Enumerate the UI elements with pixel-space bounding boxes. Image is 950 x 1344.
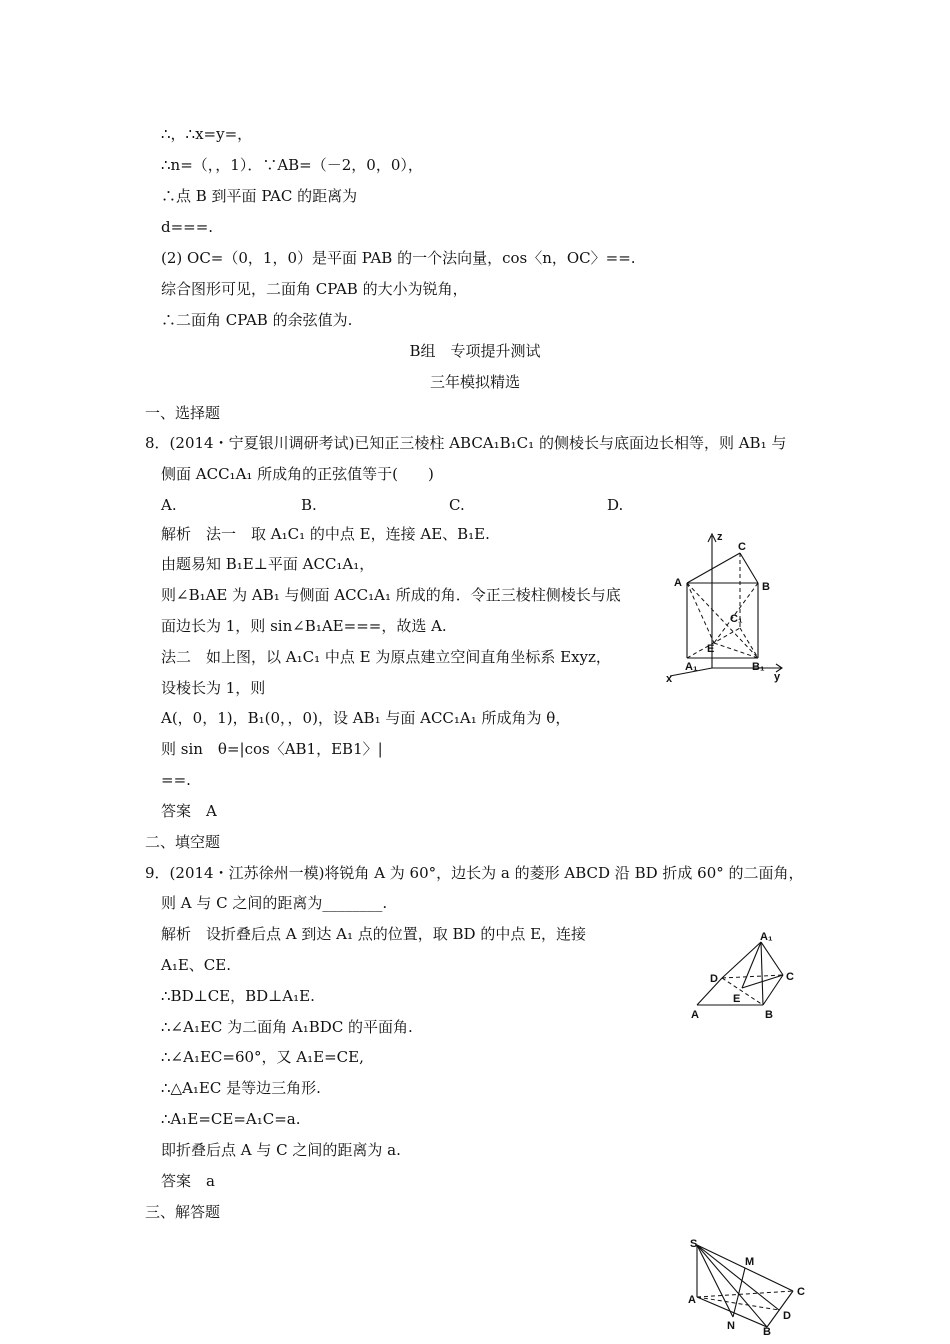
solution-line: 解析 设折叠后点 A 到达 A₁ 点的位置，取 BD 的中点 E，连接: [161, 925, 587, 943]
vertex-label: C₁: [730, 613, 743, 625]
question-text: 则 A 与 C 之间的距离为________.: [161, 894, 388, 912]
vertex-label: E: [733, 993, 741, 1005]
rhombus-figure: [685, 930, 805, 1025]
section-subheading: 三年模拟精选: [429, 373, 520, 391]
solution-line: ==.: [161, 771, 191, 789]
text-line: ∴二面角 CPAB 的余弦值为.: [161, 311, 353, 329]
vertex-label: B: [762, 581, 770, 593]
vertex-label: B₁: [752, 661, 765, 673]
axis-label-x: x: [666, 673, 673, 685]
pyramid-figure: [685, 1235, 815, 1338]
solution-line: 法二 如上图，以 A₁C₁ 中点 E 为原点建立空间直角坐标系 Exyz，: [161, 648, 611, 666]
solution-line: 设棱长为 1，则: [161, 679, 266, 697]
text-line: 综合图形可见，二面角 CPAB 的大小为锐角，: [161, 280, 468, 298]
question-text: 侧面 ACC₁A₁ 所成角的正弦值等于( ): [161, 465, 434, 483]
vertex-label: C: [738, 541, 746, 553]
section-title: 二、填空题: [145, 833, 221, 851]
vertex-label: A: [674, 577, 682, 589]
vertex-label: B: [763, 1326, 771, 1338]
axis-label-z: z: [717, 531, 723, 543]
answer-line: 答案 A: [161, 802, 217, 820]
vertex-label: A₁: [760, 931, 773, 943]
prism-figure: [660, 528, 790, 683]
option-b: B.: [301, 496, 317, 514]
solution-line: ∴△A₁EC 是等边三角形.: [161, 1079, 321, 1097]
option-c: C.: [449, 496, 465, 514]
vertex-label: D: [783, 1310, 791, 1322]
vertex-label: N: [727, 1320, 735, 1332]
solution-line: 面边长为 1，则 sin∠B₁AE===，故选 A.: [161, 617, 447, 635]
vertex-label: A: [691, 1009, 699, 1021]
solution-line: A₁E、CE.: [161, 956, 231, 974]
solution-line: 则∠B₁AE 为 AB₁ 与侧面 ACC₁A₁ 所成的角．令正三棱柱侧棱长与底: [161, 586, 621, 604]
answer-line: 答案 a: [161, 1172, 215, 1190]
question-text: 9．(2014・江苏徐州一模)将锐角 A 为 60°，边长为 a 的菱形 ABCD 沿 BD 折成 60° 的二面角，: [145, 864, 804, 882]
text-line: d===.: [161, 218, 214, 236]
section-heading: B组 专项提升测试: [409, 342, 541, 360]
vertex-label: D: [710, 973, 718, 985]
solution-line: ∴BD⊥CE，BD⊥A₁E.: [161, 987, 315, 1005]
solution-line: 由题易知 B₁E⊥平面 ACC₁A₁，: [161, 555, 375, 573]
vertex-label: A: [688, 1294, 696, 1306]
vertex-label: A₁: [685, 661, 698, 673]
text-line: ∴点 B 到平面 PAC 的距离为: [161, 187, 358, 205]
solution-line: A(，0，1)，B₁(0，，0)，设 AB₁ 与面 ACC₁A₁ 所成角为 θ，: [161, 709, 571, 727]
solution-line: 即折叠后点 A 与 C 之间的距离为 a.: [161, 1141, 401, 1159]
text-line: ∴，∴x=y=，: [161, 125, 253, 143]
vertex-label: C: [786, 971, 794, 983]
vertex-label: B: [765, 1009, 773, 1021]
section-title: 三、解答题: [145, 1203, 221, 1221]
vertex-label: C: [797, 1286, 805, 1298]
vertex-label: M: [745, 1256, 755, 1268]
solution-line: ∴A₁E=CE=A₁C=a.: [161, 1110, 301, 1128]
text-line: (2) OC=（0，1，0）是平面 PAB 的一个法向量，cos〈n，OC〉==.: [161, 249, 636, 267]
option-d: D.: [607, 496, 624, 514]
solution-line: ∴∠A₁EC=60°，又 A₁E=CE,: [161, 1048, 364, 1066]
axis-label-y: y: [774, 671, 781, 683]
question-text: 8．(2014・宁夏银川调研考试)已知正三棱柱 ABCA₁B₁C₁ 的侧棱长与底面边长相等，则 AB₁ 与: [145, 434, 787, 452]
section-title: 一、选择题: [145, 404, 221, 422]
option-a: A.: [161, 496, 177, 514]
vertex-label: S: [690, 1238, 698, 1250]
solution-line: ∴∠A₁EC 为二面角 A₁BDC 的平面角.: [161, 1018, 413, 1036]
solution-line: 解析 法一 取 A₁C₁ 的中点 E，连接 AE、B₁E.: [161, 525, 490, 543]
text-line: ∴n=（，，1）．∵AB=（－2，0，0），: [161, 156, 423, 174]
solution-line: 则 sin θ=|cos〈AB1，EB1〉|: [161, 740, 383, 758]
vertex-label: E: [707, 643, 715, 655]
